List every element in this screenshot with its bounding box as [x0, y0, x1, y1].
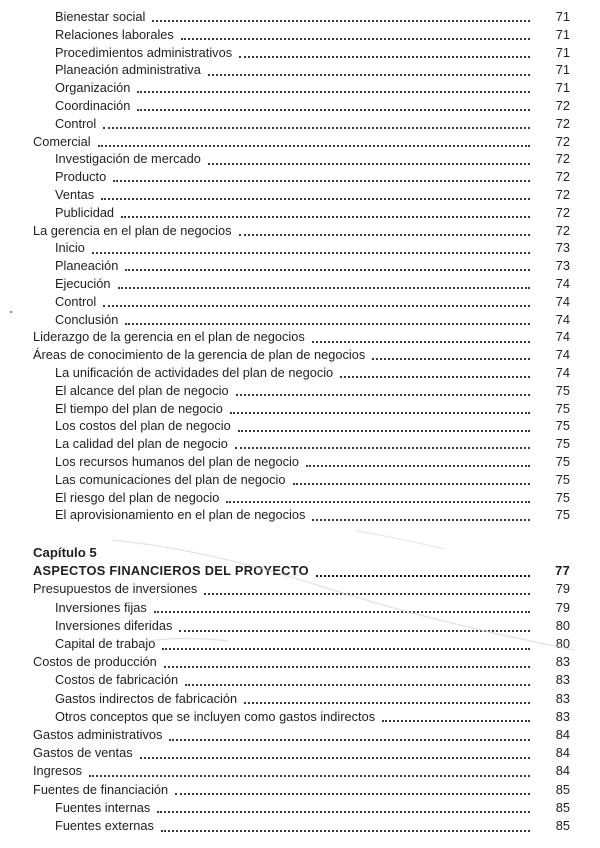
toc-entry-page: 80: [555, 617, 570, 633]
toc-dot-leader: [226, 501, 530, 503]
toc-row: [33, 328, 570, 346]
toc-entry-page: 83: [555, 654, 570, 670]
toc-dot-leader: [113, 180, 530, 182]
toc-dot-leader: [103, 127, 530, 129]
toc-dot-leader: [137, 91, 530, 93]
toc-entry-label: El alcance del plan de negocio: [55, 382, 229, 398]
toc-row: [33, 653, 570, 671]
toc-entry-label: Otros conceptos que se incluyen como gastos indirectos: [55, 708, 376, 724]
toc-row: [33, 617, 570, 635]
toc-row: [33, 580, 570, 598]
toc-entry-page: 71: [555, 80, 570, 96]
toc-entry-page: 84: [555, 726, 570, 742]
toc-row: [33, 671, 570, 689]
toc-entry-page: 74: [555, 329, 570, 345]
toc-entry-page: 75: [555, 400, 570, 416]
toc-row: [33, 293, 570, 311]
toc-entry-label: Inversiones fijas: [55, 599, 147, 615]
toc-entry-page: 72: [555, 222, 570, 238]
toc-row: [33, 506, 570, 524]
toc-entry-label: Bienestar social: [55, 9, 146, 24]
toc-dot-leader: [152, 20, 530, 22]
toc-entry-label: Publicidad: [55, 204, 115, 220]
toc-entry-label: Conclusión: [55, 311, 119, 327]
toc-entry-page: 74: [555, 364, 570, 380]
toc-entry-label: Fuentes de financiación: [33, 781, 169, 797]
toc-row: [33, 599, 570, 617]
toc-row: [33, 400, 570, 418]
toc-row: [33, 150, 570, 168]
toc-row: [33, 762, 570, 780]
toc-entry-page: 83: [555, 690, 570, 706]
toc-entry-label: Control: [55, 293, 97, 309]
toc-entry-label: Control: [55, 115, 97, 131]
toc-entry-label: Costos de fabricación: [55, 672, 179, 688]
toc-row: [33, 275, 570, 293]
toc-dot-leader: [118, 287, 531, 289]
toc-dot-leader: [306, 465, 530, 467]
toc-dot-leader: [169, 739, 530, 741]
toc-entry-label: Ejecución: [55, 275, 111, 291]
toc-row: [33, 781, 570, 799]
toc-entry-page: 72: [555, 97, 570, 113]
toc-dot-leader: [92, 252, 530, 254]
toc-entry-page: 75: [555, 418, 570, 434]
toc-row: [33, 26, 570, 44]
toc-row: [33, 239, 570, 257]
toc-entry-page: 72: [555, 115, 570, 131]
toc-dot-leader: [125, 323, 530, 325]
toc-row: [33, 690, 570, 708]
toc-entry-label: Fuentes externas: [55, 817, 154, 833]
toc-entry-label: Producto: [55, 169, 107, 185]
toc-row: [33, 708, 570, 726]
toc-entry-page: 84: [555, 745, 570, 761]
toc-dot-leader: [208, 74, 530, 76]
toc-entry-page: 73: [555, 258, 570, 274]
toc-dot-leader: [137, 109, 530, 111]
toc-dot-leader: [382, 720, 530, 722]
toc-entry-page: 74: [555, 311, 570, 327]
toc-row: [33, 257, 570, 275]
toc-entry-label: Liderazgo de la gerencia en el plan de negocios: [33, 329, 305, 345]
toc-entry-page: 75: [555, 453, 570, 469]
toc-dot-leader: [293, 483, 530, 485]
toc-row: [33, 635, 570, 653]
toc-dot-leader: [239, 234, 530, 236]
toc-dot-leader: [235, 447, 530, 449]
toc-dot-leader: [372, 358, 530, 360]
toc-entry-label: Organización: [55, 80, 131, 96]
toc-entry-page: 85: [555, 781, 570, 797]
toc-dot-leader: [98, 145, 530, 147]
toc-row: [33, 562, 570, 580]
toc-entry-label: Presupuestos de inversiones: [33, 581, 198, 597]
toc-row: [33, 364, 570, 382]
toc-row: [33, 311, 570, 329]
toc-entry-label: Comercial: [33, 133, 91, 149]
toc-entry-label: Costos de producción: [33, 654, 157, 670]
toc-dot-leader: [161, 830, 530, 832]
toc-dot-leader: [121, 216, 530, 218]
toc-entry-page: 74: [555, 347, 570, 363]
toc-dot-leader: [101, 198, 530, 200]
toc-row: [33, 79, 570, 97]
toc-entry-page: 80: [555, 636, 570, 652]
toc-row: [33, 453, 570, 471]
toc-row: [33, 417, 570, 435]
toc-dot-leader: [175, 793, 530, 795]
toc-dot-leader: [312, 341, 530, 343]
toc-entry-page: 72: [555, 151, 570, 167]
toc-row: [33, 744, 570, 762]
toc-dot-leader: [239, 56, 530, 58]
toc-entry-label: Investigación de mercado: [55, 151, 201, 167]
toc-entry-label: Inversiones diferidas: [55, 617, 173, 633]
toc-dot-leader: [103, 305, 530, 307]
toc-entry-label: Planeación: [55, 258, 119, 274]
toc-entry-label: Gastos de ventas: [33, 745, 133, 761]
toc-row: [33, 435, 570, 453]
toc-entry-page: 79: [555, 581, 570, 597]
toc-entry-page: 75: [555, 436, 570, 452]
toc-row: [33, 133, 570, 151]
toc-dot-leader: [230, 412, 530, 414]
toc-entry-label: El riesgo del plan de negocio: [55, 489, 220, 505]
toc-entry-page: 73: [555, 240, 570, 256]
toc-entry-label: Inicio: [55, 240, 85, 256]
toc-entry-label: Los costos del plan de negocio: [55, 418, 231, 434]
toc-entry-page: 72: [555, 169, 570, 185]
toc-entry-label: Ingresos: [33, 763, 83, 779]
toc-part-chapter5: [33, 544, 570, 835]
chapter-label: Capítulo 5: [33, 545, 97, 561]
toc-dot-leader: [179, 630, 530, 632]
toc-row: [33, 186, 570, 204]
toc-entry-page: 72: [555, 186, 570, 202]
toc-entry-label: El aprovisionamiento en el plan de negocios: [55, 507, 306, 523]
toc-dot-leader: [157, 811, 530, 813]
toc-entry-page: 85: [555, 817, 570, 833]
toc-row: [33, 489, 570, 507]
toc-entry-page: 79: [555, 599, 570, 615]
toc-dot-leader: [316, 575, 530, 577]
toc-row: [33, 382, 570, 400]
toc-entry-page: 83: [555, 708, 570, 724]
toc-row: [33, 222, 570, 240]
toc-entry-page: 77: [555, 563, 570, 579]
toc-row: [33, 799, 570, 817]
toc-dot-leader: [236, 394, 530, 396]
toc-entry-label: Ventas: [55, 186, 95, 202]
toc-entry-page: 85: [555, 799, 570, 815]
toc-entry-label: ASPECTOS FINANCIEROS DEL PROYECTO: [33, 563, 309, 579]
toc-row: [33, 44, 570, 62]
toc-dot-leader: [162, 648, 530, 650]
toc-dot-leader: [204, 593, 530, 595]
toc-entry-page: 71: [555, 44, 570, 60]
toc-row: [33, 204, 570, 222]
toc-dot-leader: [89, 775, 530, 777]
toc-entry-page: 74: [555, 275, 570, 291]
toc-entry-label: Las comunicaciones del plan de negocio: [55, 471, 286, 487]
toc-entry-label: Áreas de conocimiento de la gerencia de plan de negocios: [33, 347, 366, 363]
toc-entry-label: El tiempo del plan de negocio: [55, 400, 223, 416]
toc-row: [33, 97, 570, 115]
toc-entry-page: 71: [555, 9, 570, 24]
toc-entry-page: 75: [555, 489, 570, 505]
toc-dot-leader: [244, 702, 530, 704]
toc-entry-page: 75: [555, 507, 570, 523]
toc-row-list: [33, 8, 570, 524]
toc-entry-label: Los recursos humanos del plan de negocio: [55, 453, 300, 469]
toc-row: [33, 471, 570, 489]
toc-dot-leader: [140, 757, 530, 759]
toc-dot-leader: [181, 38, 530, 40]
toc-row: [33, 817, 570, 835]
toc-dot-leader: [154, 611, 530, 613]
toc-entry-label: Planeación administrativa: [55, 62, 201, 78]
toc-dot-leader: [238, 430, 530, 432]
toc-part-continued: [33, 8, 570, 524]
toc-entry-label: Coordinación: [55, 97, 131, 113]
toc-entry-page: 71: [555, 26, 570, 42]
toc-entry-label: La gerencia en el plan de negocios: [33, 222, 232, 238]
toc-entry-label: Fuentes internas: [55, 799, 151, 815]
toc-dot-leader: [164, 666, 530, 668]
toc-row: [33, 726, 570, 744]
toc-entry-page: 71: [555, 62, 570, 78]
toc-entry-label: Relaciones laborales: [55, 26, 174, 42]
toc-row: [33, 346, 570, 364]
toc-entry-label: La calidad del plan de negocio: [55, 436, 228, 452]
toc-entry-page: 74: [555, 293, 570, 309]
toc-row: [33, 115, 570, 133]
toc-entry-page: 75: [555, 382, 570, 398]
toc-entry-label: La unificación de actividades del plan de negocio: [55, 364, 334, 380]
toc-row: [33, 168, 570, 186]
toc-row-list: [33, 562, 570, 835]
toc-dot-leader: [312, 519, 530, 521]
toc-entry-page: 84: [555, 763, 570, 779]
toc-entry-page: 75: [555, 471, 570, 487]
toc-entry-label: Gastos indirectos de fabricación: [55, 690, 238, 706]
toc-dot-leader: [185, 684, 530, 686]
toc-row: [33, 61, 570, 79]
toc-entry-label: Procedimientos administrativos: [55, 44, 233, 60]
toc-dot-leader: [340, 376, 530, 378]
toc-row: [33, 8, 570, 26]
toc-entry-page: 83: [555, 672, 570, 688]
toc-entry-label: Capital de trabajo: [55, 636, 156, 652]
toc-dot-leader: [208, 163, 530, 165]
toc-entry-page: 72: [555, 204, 570, 220]
toc-entry-page: 72: [555, 133, 570, 149]
toc-dot-leader: [125, 269, 530, 271]
toc-entry-label: Gastos administrativos: [33, 726, 163, 742]
